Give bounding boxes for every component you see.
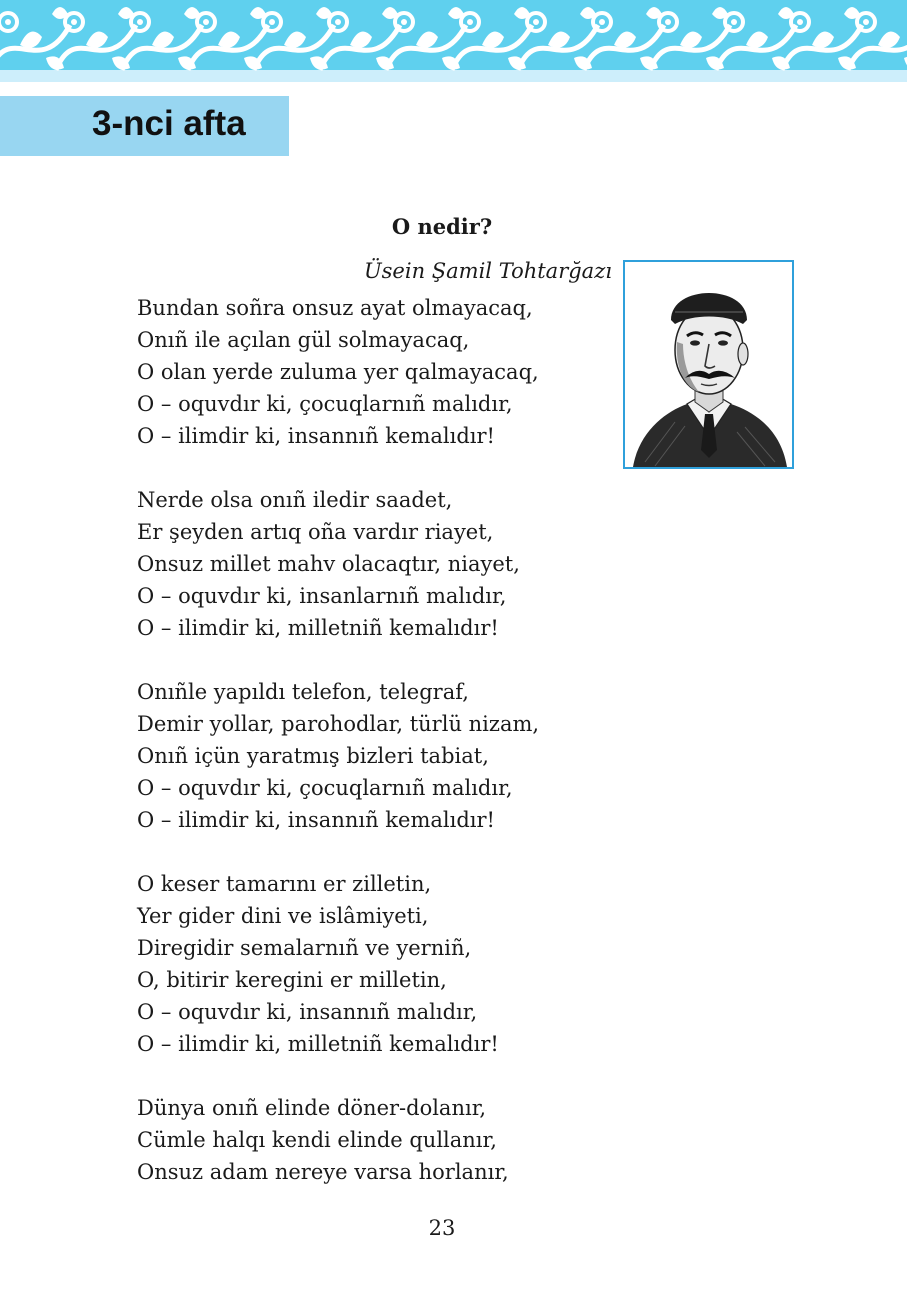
poem-line: Onıñ ile açılan gül solmayacaq, bbox=[137, 328, 470, 352]
poem-line: O keser tamarını er zilletin, bbox=[137, 872, 432, 896]
poem-line: O – oquvdır ki, insanlarnıñ malıdır, bbox=[137, 584, 507, 608]
portrait-icon bbox=[625, 262, 792, 467]
poem-line: Demir yollar, parohodlar, türlü nizam, bbox=[137, 712, 540, 736]
poem-line: Yer gider dini ve islâmiyeti, bbox=[137, 904, 429, 928]
poem-line: O olan yerde zuluma yer qalmayacaq, bbox=[137, 360, 539, 384]
poem-line: O – ilimdir ki, milletniñ kemalıdır! bbox=[137, 1032, 499, 1056]
poem-author: Üsein Şamil Tohtarğazı bbox=[363, 259, 612, 283]
poem-body bbox=[137, 292, 539, 1220]
poem-title: O nedir? bbox=[391, 214, 493, 239]
poem-line: O – oquvdır ki, çocuqlarnıñ malıdır, bbox=[137, 776, 513, 800]
stanza bbox=[137, 292, 539, 452]
poem-line: Onsuz millet mahv olacaqtır, niayet, bbox=[137, 552, 520, 576]
poem-line: Dünya onıñ elinde döner-dolanır, bbox=[137, 1096, 487, 1120]
poem-line: Cümle halqı kendi elinde qullanır, bbox=[137, 1128, 497, 1152]
stanza bbox=[137, 676, 539, 836]
poem-line: Onıñle yapıldı telefon, telegraf, bbox=[137, 680, 469, 704]
page-number: 23 bbox=[428, 1216, 456, 1240]
poem-line: Onıñ içün yaratmış bizleri tabiat, bbox=[137, 744, 489, 768]
poem-line: O – ilimdir ki, insannıñ kemalıdır! bbox=[137, 808, 495, 832]
poem-line: O – ilimdir ki, milletniñ kemalıdır! bbox=[137, 616, 499, 640]
poem-line: Er şeyden artıq oña vardır riayet, bbox=[137, 520, 494, 544]
week-label: 3-nci afta bbox=[92, 104, 246, 143]
poem-line: Nerde olsa onıñ iledir saadet, bbox=[137, 488, 453, 512]
floral-ornament-icon bbox=[0, 0, 907, 82]
stanza bbox=[137, 868, 539, 1060]
poem-line: O – oquvdır ki, insannıñ malıdır, bbox=[137, 1000, 478, 1024]
floral-ornament-banner bbox=[0, 0, 907, 82]
poem-line: O, bitirir keregini er milletin, bbox=[137, 968, 447, 992]
author-portrait bbox=[623, 260, 794, 469]
stanza bbox=[137, 1092, 539, 1188]
poem-line: Bundan soñra onsuz ayat olmayacaq, bbox=[137, 296, 533, 320]
poem-line: Diregidir semalarnıñ ve yerniñ, bbox=[137, 936, 472, 960]
poem-line: Onsuz adam nereye varsa horlanır, bbox=[137, 1160, 509, 1184]
stanza bbox=[137, 484, 539, 644]
poem-line: O – ilimdir ki, insannıñ kemalıdır! bbox=[137, 424, 495, 448]
poem-line: O – oquvdır ki, çocuqlarnıñ malıdır, bbox=[137, 392, 513, 416]
